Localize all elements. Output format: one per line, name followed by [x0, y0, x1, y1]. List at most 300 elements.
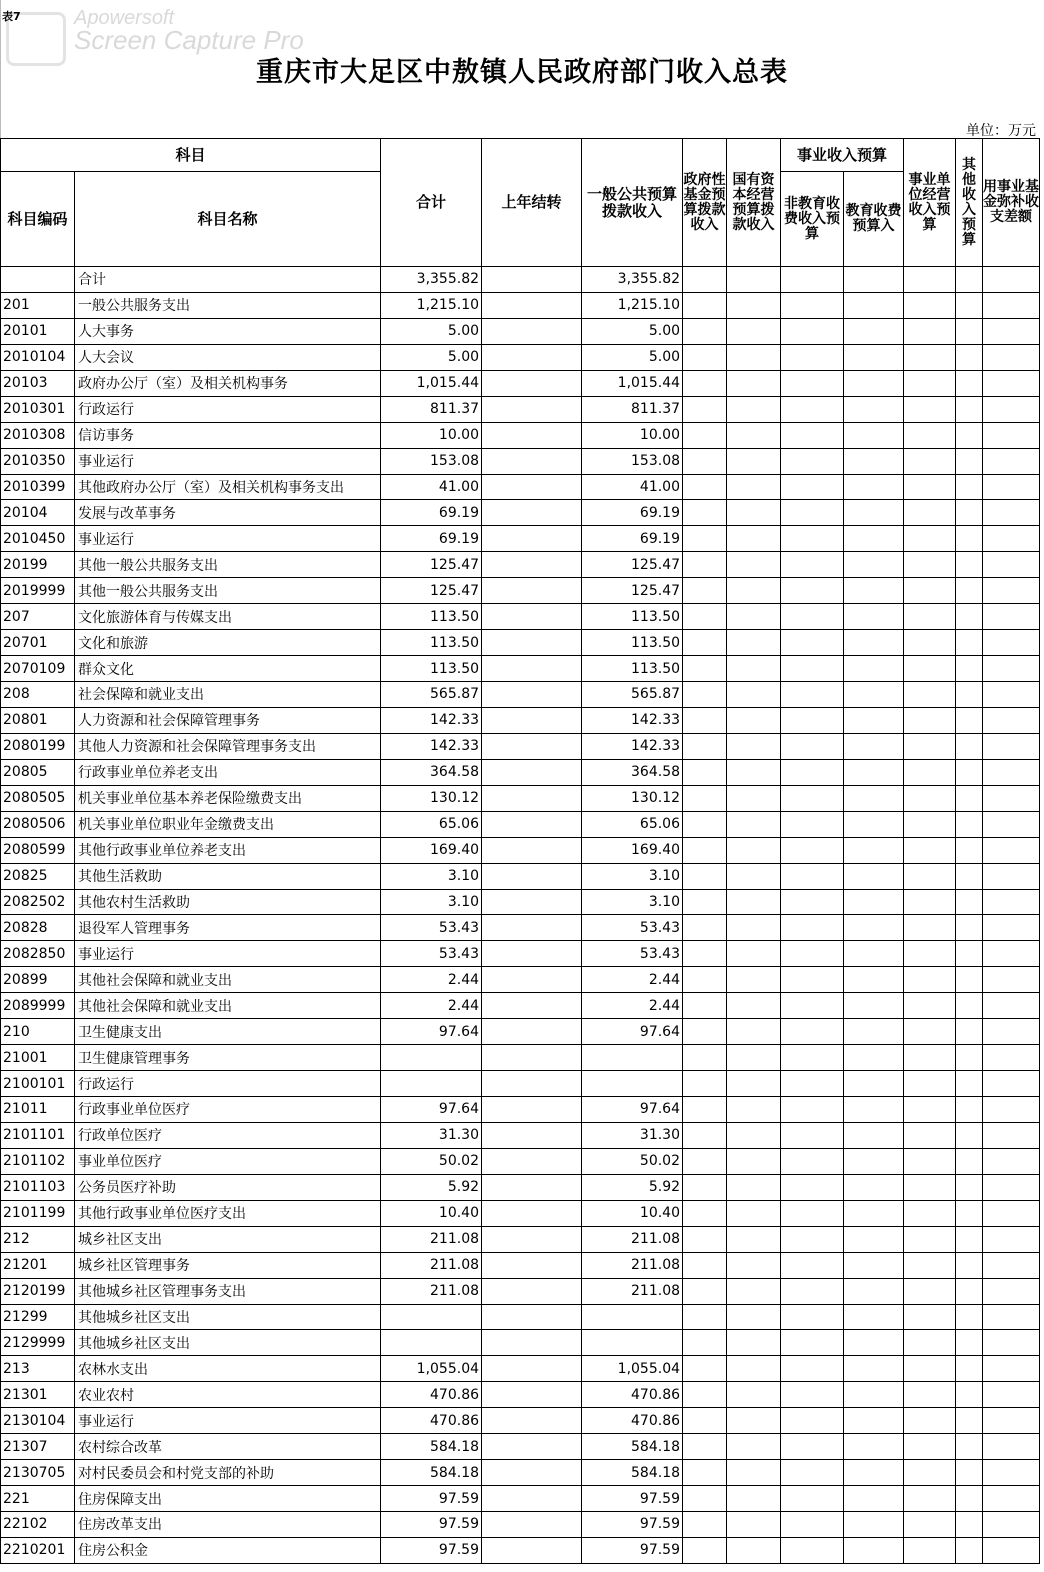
cell-name: 其他社会保障和就业支出: [75, 993, 381, 1019]
cell-gov-fund: [683, 863, 727, 889]
cell-edu: [844, 1097, 904, 1123]
cell-non-edu: [781, 759, 844, 785]
cell-gov-fund: [683, 1356, 727, 1382]
cell-code: 2080199: [1, 733, 75, 759]
cell-carryover: [482, 1356, 582, 1382]
cell-gov-fund: [683, 1460, 727, 1486]
cell-name: 卫生健康支出: [75, 1019, 381, 1045]
cell-name: 机关事业单位职业年金缴费支出: [75, 811, 381, 837]
cell-state-capital: [727, 1408, 781, 1434]
cell-general-budget: 69.19: [582, 526, 683, 552]
cell-gov-fund: [683, 1148, 727, 1174]
cell-name: 其他一般公共服务支出: [75, 552, 381, 578]
cell-gov-fund: [683, 733, 727, 759]
cell-name: 农林水支出: [75, 1356, 381, 1382]
table-row: [1, 1226, 1040, 1252]
cell-edu: [844, 630, 904, 656]
cell-other-income: [956, 733, 983, 759]
cell-gov-fund: [683, 967, 727, 993]
cell-other-income: [956, 1330, 983, 1356]
cell-non-edu: [781, 267, 844, 293]
cell-state-capital: [727, 837, 781, 863]
cell-total: 10.00: [381, 422, 482, 448]
cell-fund-balance: [983, 759, 1040, 785]
cell-other-income: [956, 1486, 983, 1512]
cell-total: [381, 1304, 482, 1330]
cell-general-budget: [582, 1045, 683, 1071]
cell-edu: [844, 1460, 904, 1486]
cell-state-capital: [727, 1019, 781, 1045]
cell-other-income: [956, 578, 983, 604]
cell-carryover: [482, 267, 582, 293]
cell-code: 2080599: [1, 837, 75, 863]
cell-non-edu: [781, 682, 844, 708]
cell-edu: [844, 707, 904, 733]
cell-carryover: [482, 1148, 582, 1174]
cell-carryover: [482, 785, 582, 811]
cell-total: 1,015.44: [381, 370, 482, 396]
cell-unit-operation: [904, 344, 956, 370]
cell-total: 5.92: [381, 1174, 482, 1200]
cell-total: 470.86: [381, 1382, 482, 1408]
cell-name: 文化旅游体育与传媒支出: [75, 604, 381, 630]
cell-state-capital: [727, 1174, 781, 1200]
cell-carryover: [482, 993, 582, 1019]
cell-edu: [844, 604, 904, 630]
cell-other-income: [956, 889, 983, 915]
cell-code: 21301: [1, 1382, 75, 1408]
cell-gov-fund: [683, 552, 727, 578]
table-row: [1, 552, 1040, 578]
cell-unit-operation: [904, 474, 956, 500]
cell-state-capital: [727, 318, 781, 344]
cell-fund-balance: [983, 993, 1040, 1019]
cell-state-capital: [727, 1382, 781, 1408]
cell-state-capital: [727, 759, 781, 785]
cell-non-edu: [781, 578, 844, 604]
cell-general-budget: 211.08: [582, 1252, 683, 1278]
cell-non-edu: [781, 837, 844, 863]
cell-unit-operation: [904, 811, 956, 837]
table-row: [1, 474, 1040, 500]
cell-code: 213: [1, 1356, 75, 1382]
revenue-table: [0, 138, 1040, 1564]
cell-code: 201: [1, 292, 75, 318]
cell-other-income: [956, 707, 983, 733]
table-row: [1, 1252, 1040, 1278]
cell-general-budget: 211.08: [582, 1226, 683, 1252]
cell-unit-operation: [904, 1200, 956, 1226]
cell-unit-operation: [904, 785, 956, 811]
cell-unit-operation: [904, 1252, 956, 1278]
cell-fund-balance: [983, 1356, 1040, 1382]
cell-total: 53.43: [381, 941, 482, 967]
cell-fund-balance: [983, 1460, 1040, 1486]
cell-non-edu: [781, 448, 844, 474]
cell-other-income: [956, 1071, 983, 1097]
cell-other-income: [956, 1382, 983, 1408]
cell-fund-balance: [983, 1330, 1040, 1356]
cell-state-capital: [727, 863, 781, 889]
cell-general-budget: 142.33: [582, 707, 683, 733]
cell-edu: [844, 1330, 904, 1356]
cell-code: 2120199: [1, 1278, 75, 1304]
cell-general-budget: 2.44: [582, 993, 683, 1019]
cell-general-budget: 565.87: [582, 682, 683, 708]
cell-non-edu: [781, 733, 844, 759]
cell-total: 31.30: [381, 1122, 482, 1148]
cell-state-capital: [727, 1097, 781, 1123]
cell-gov-fund: [683, 656, 727, 682]
table-row: [1, 292, 1040, 318]
cell-fund-balance: [983, 1148, 1040, 1174]
table-row: [1, 993, 1040, 1019]
cell-unit-operation: [904, 578, 956, 604]
cell-gov-fund: [683, 1226, 727, 1252]
cell-name: 行政运行: [75, 396, 381, 422]
cell-edu: [844, 993, 904, 1019]
cell-non-edu: [781, 1252, 844, 1278]
cell-total: 211.08: [381, 1226, 482, 1252]
cell-gov-fund: [683, 889, 727, 915]
table-row: [1, 422, 1040, 448]
cell-fund-balance: [983, 1486, 1040, 1512]
cell-code: 2089999: [1, 993, 75, 1019]
cell-name: 其他社会保障和就业支出: [75, 967, 381, 993]
cell-general-budget: 113.50: [582, 630, 683, 656]
cell-general-budget: 5.00: [582, 344, 683, 370]
cell-general-budget: 5.00: [582, 318, 683, 344]
cell-other-income: [956, 526, 983, 552]
cell-unit-operation: [904, 1122, 956, 1148]
cell-non-edu: [781, 604, 844, 630]
cell-fund-balance: [983, 1304, 1040, 1330]
cell-fund-balance: [983, 267, 1040, 293]
cell-other-income: [956, 1200, 983, 1226]
cell-edu: [844, 682, 904, 708]
cell-fund-balance: [983, 656, 1040, 682]
cell-non-edu: [781, 344, 844, 370]
cell-code: 21201: [1, 1252, 75, 1278]
cell-unit-operation: [904, 630, 956, 656]
cell-unit-operation: [904, 1434, 956, 1460]
cell-fund-balance: [983, 889, 1040, 915]
cell-non-edu: [781, 1330, 844, 1356]
header-general-budget: 一般公共预算拨款收入: [582, 139, 683, 267]
cell-edu: [844, 967, 904, 993]
cell-carryover: [482, 344, 582, 370]
cell-carryover: [482, 1330, 582, 1356]
cell-unit-operation: [904, 552, 956, 578]
cell-fund-balance: [983, 1537, 1040, 1563]
cell-fund-balance: [983, 785, 1040, 811]
cell-name: 信访事务: [75, 422, 381, 448]
cell-name: 事业单位医疗: [75, 1148, 381, 1174]
cell-code: 20801: [1, 707, 75, 733]
cell-fund-balance: [983, 1097, 1040, 1123]
cell-non-edu: [781, 630, 844, 656]
cell-edu: [844, 1045, 904, 1071]
cell-carryover: [482, 422, 582, 448]
cell-unit-operation: [904, 448, 956, 474]
cell-other-income: [956, 630, 983, 656]
cell-non-edu: [781, 396, 844, 422]
cell-state-capital: [727, 552, 781, 578]
cell-name: 住房保障支出: [75, 1486, 381, 1512]
cell-unit-operation: [904, 915, 956, 941]
cell-general-budget: 41.00: [582, 474, 683, 500]
cell-code: 2080506: [1, 811, 75, 837]
cell-fund-balance: [983, 578, 1040, 604]
table-row: [1, 448, 1040, 474]
cell-edu: [844, 578, 904, 604]
cell-total: 10.40: [381, 1200, 482, 1226]
header-edu: 教育收费预算入: [844, 172, 904, 267]
cell-non-edu: [781, 915, 844, 941]
cell-edu: [844, 1071, 904, 1097]
cell-carryover: [482, 552, 582, 578]
cell-unit-operation: [904, 1330, 956, 1356]
cell-general-budget: 211.08: [582, 1278, 683, 1304]
cell-carryover: [482, 1434, 582, 1460]
cell-fund-balance: [983, 292, 1040, 318]
cell-code: 2210201: [1, 1537, 75, 1563]
cell-general-budget: 97.59: [582, 1486, 683, 1512]
cell-other-income: [956, 1019, 983, 1045]
cell-name: 人大会议: [75, 344, 381, 370]
cell-fund-balance: [983, 837, 1040, 863]
cell-carryover: [482, 1200, 582, 1226]
cell-non-edu: [781, 500, 844, 526]
cell-code: 2080505: [1, 785, 75, 811]
cell-fund-balance: [983, 500, 1040, 526]
cell-code: 2100101: [1, 1071, 75, 1097]
table-row: [1, 1148, 1040, 1174]
cell-state-capital: [727, 707, 781, 733]
cell-fund-balance: [983, 474, 1040, 500]
cell-unit-operation: [904, 526, 956, 552]
header-non-edu: 非教育收费收入预算: [781, 172, 844, 267]
cell-total: 211.08: [381, 1278, 482, 1304]
cell-gov-fund: [683, 1097, 727, 1123]
cell-total: 1,055.04: [381, 1356, 482, 1382]
cell-other-income: [956, 448, 983, 474]
cell-unit-operation: [904, 967, 956, 993]
cell-unit-operation: [904, 396, 956, 422]
cell-state-capital: [727, 604, 781, 630]
cell-code: 2010399: [1, 474, 75, 500]
cell-name: 其他人力资源和社会保障管理事务支出: [75, 733, 381, 759]
cell-carryover: [482, 474, 582, 500]
cell-state-capital: [727, 1356, 781, 1382]
cell-gov-fund: [683, 707, 727, 733]
cell-name: 文化和旅游: [75, 630, 381, 656]
cell-unit-operation: [904, 1512, 956, 1538]
cell-gov-fund: [683, 759, 727, 785]
cell-edu: [844, 1252, 904, 1278]
cell-other-income: [956, 993, 983, 1019]
cell-total: 5.00: [381, 344, 482, 370]
cell-gov-fund: [683, 1512, 727, 1538]
cell-gov-fund: [683, 1019, 727, 1045]
cell-name: 事业运行: [75, 1408, 381, 1434]
cell-unit-operation: [904, 318, 956, 344]
cell-state-capital: [727, 422, 781, 448]
cell-gov-fund: [683, 1071, 727, 1097]
cell-fund-balance: [983, 1071, 1040, 1097]
cell-general-budget: 1,055.04: [582, 1356, 683, 1382]
cell-carryover: [482, 1252, 582, 1278]
cell-edu: [844, 656, 904, 682]
table-row: [1, 578, 1040, 604]
table-row: [1, 1122, 1040, 1148]
cell-unit-operation: [904, 1226, 956, 1252]
cell-code: 2101102: [1, 1148, 75, 1174]
cell-non-edu: [781, 1356, 844, 1382]
cell-edu: [844, 811, 904, 837]
cell-code: 2010308: [1, 422, 75, 448]
cell-code: 2130104: [1, 1408, 75, 1434]
cell-total: 3.10: [381, 889, 482, 915]
cell-total: 565.87: [381, 682, 482, 708]
cell-code: 2101103: [1, 1174, 75, 1200]
cell-code: [1, 267, 75, 293]
cell-carryover: [482, 500, 582, 526]
cell-code: 20701: [1, 630, 75, 656]
header-name: 科目名称: [75, 172, 381, 267]
cell-gov-fund: [683, 1408, 727, 1434]
cell-non-edu: [781, 785, 844, 811]
cell-name: 农村综合改革: [75, 1434, 381, 1460]
cell-gov-fund: [683, 1174, 727, 1200]
cell-edu: [844, 1304, 904, 1330]
table-row: [1, 1512, 1040, 1538]
table-row: [1, 811, 1040, 837]
cell-unit-operation: [904, 993, 956, 1019]
cell-name: 其他城乡社区管理事务支出: [75, 1278, 381, 1304]
cell-code: 2129999: [1, 1330, 75, 1356]
cell-non-edu: [781, 1226, 844, 1252]
cell-edu: [844, 837, 904, 863]
cell-general-budget: 31.30: [582, 1122, 683, 1148]
cell-carryover: [482, 1408, 582, 1434]
cell-state-capital: [727, 370, 781, 396]
table-row: [1, 837, 1040, 863]
cell-total: 130.12: [381, 785, 482, 811]
cell-gov-fund: [683, 1200, 727, 1226]
table-row: [1, 1408, 1040, 1434]
cell-edu: [844, 1122, 904, 1148]
cell-code: 20825: [1, 863, 75, 889]
cell-state-capital: [727, 1122, 781, 1148]
header-unit-operation: 事业单位经营收入预算: [904, 139, 956, 267]
cell-general-budget: 10.40: [582, 1200, 683, 1226]
cell-edu: [844, 552, 904, 578]
cell-name: 事业运行: [75, 448, 381, 474]
cell-other-income: [956, 1045, 983, 1071]
cell-gov-fund: [683, 1382, 727, 1408]
cell-edu: [844, 941, 904, 967]
cell-edu: [844, 344, 904, 370]
cell-edu: [844, 889, 904, 915]
cell-edu: [844, 1537, 904, 1563]
cell-total: 65.06: [381, 811, 482, 837]
header-gov-fund: 政府性基金预算拨款收入: [683, 139, 727, 267]
cell-code: 210: [1, 1019, 75, 1045]
cell-fund-balance: [983, 811, 1040, 837]
table-row: [1, 526, 1040, 552]
cell-code: 212: [1, 1226, 75, 1252]
cell-other-income: [956, 1226, 983, 1252]
cell-fund-balance: [983, 915, 1040, 941]
table-row: [1, 682, 1040, 708]
table-row: [1, 630, 1040, 656]
cell-edu: [844, 915, 904, 941]
cell-general-budget: 130.12: [582, 785, 683, 811]
cell-general-budget: 3.10: [582, 889, 683, 915]
cell-non-edu: [781, 1382, 844, 1408]
cell-state-capital: [727, 1512, 781, 1538]
table-row: [1, 707, 1040, 733]
cell-gov-fund: [683, 1486, 727, 1512]
cell-non-edu: [781, 1278, 844, 1304]
cell-gov-fund: [683, 1278, 727, 1304]
cell-code: 20805: [1, 759, 75, 785]
cell-code: 20899: [1, 967, 75, 993]
cell-total: 97.59: [381, 1486, 482, 1512]
cell-total: 2.44: [381, 993, 482, 1019]
cell-name: 其他生活救助: [75, 863, 381, 889]
cell-gov-fund: [683, 811, 727, 837]
cell-general-budget: 97.59: [582, 1512, 683, 1538]
cell-name: 一般公共服务支出: [75, 292, 381, 318]
cell-general-budget: 53.43: [582, 915, 683, 941]
cell-non-edu: [781, 1045, 844, 1071]
cell-total: 584.18: [381, 1460, 482, 1486]
cell-non-edu: [781, 370, 844, 396]
cell-unit-operation: [904, 1019, 956, 1045]
cell-carryover: [482, 1174, 582, 1200]
cell-edu: [844, 733, 904, 759]
cell-total: 153.08: [381, 448, 482, 474]
cell-code: 2010301: [1, 396, 75, 422]
cell-other-income: [956, 1097, 983, 1123]
cell-other-income: [956, 604, 983, 630]
cell-unit-operation: [904, 370, 956, 396]
cell-non-edu: [781, 1408, 844, 1434]
cell-carryover: [482, 707, 582, 733]
cell-name: 卫生健康管理事务: [75, 1045, 381, 1071]
cell-carryover: [482, 733, 582, 759]
cell-carryover: [482, 1512, 582, 1538]
cell-edu: [844, 318, 904, 344]
cell-other-income: [956, 941, 983, 967]
cell-total: [381, 1045, 482, 1071]
table-row: [1, 1382, 1040, 1408]
cell-edu: [844, 1486, 904, 1512]
cell-state-capital: [727, 1071, 781, 1097]
cell-carryover: [482, 1019, 582, 1045]
cell-code: 2101199: [1, 1200, 75, 1226]
cell-edu: [844, 863, 904, 889]
cell-name: 发展与改革事务: [75, 500, 381, 526]
header-state-capital: 国有资本经营预算拨款收入: [727, 139, 781, 267]
cell-general-budget: 153.08: [582, 448, 683, 474]
cell-state-capital: [727, 733, 781, 759]
cell-other-income: [956, 1252, 983, 1278]
cell-unit-operation: [904, 707, 956, 733]
cell-edu: [844, 1356, 904, 1382]
